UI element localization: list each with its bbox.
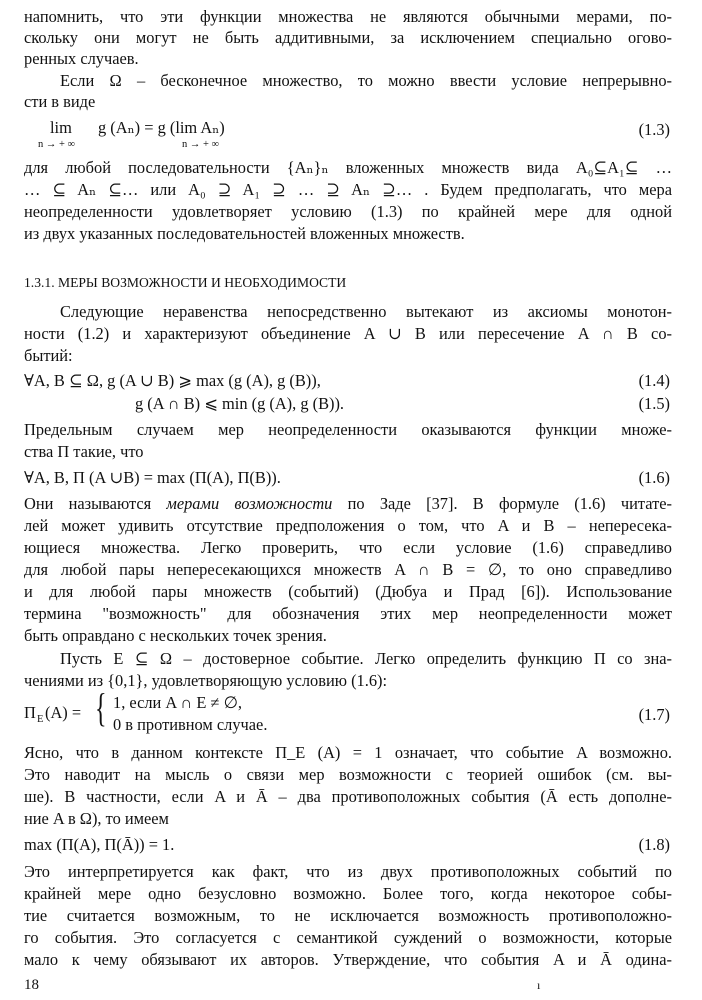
text-run: по Заде [37]. В формуле (1.6) читате- (332, 494, 672, 513)
stray-mark: ı (537, 978, 541, 992)
term-possibility-measures: мерами возможности (166, 494, 333, 513)
equation-number: (1.3) (638, 120, 670, 139)
text-line: ние A в Ω), то имеем (24, 809, 169, 828)
text-run: Они называются (24, 494, 167, 513)
text-line: … ⊆ Aₙ ⊆… или A₀ ⊇ A₁ ⊇ … ⊇ Aₙ ⊇… . Будем предполагать, что мера (24, 180, 672, 199)
text-line: Пусть E ⊆ Ω – достоверное событие. Легко определить функцию Π со зна- (60, 649, 672, 668)
text-line: Это наводит на мысль о связи мер возможности с теорией ошибок (см. вы- (24, 765, 672, 784)
eq-lhs-sub: E (37, 714, 44, 725)
equation-number: (1.4) (638, 371, 670, 390)
text-line: для любой пары непересекающихся множеств A ∩ B = ∅, то оно справедливо (24, 560, 672, 579)
text-line: ющиеся множества. Легко проверить, что если условие (1.6) справедливо (24, 538, 672, 557)
equation-number: (1.7) (638, 705, 670, 724)
text-line: мало к чему обязывают их авторов. Утверждение, что события A и Ā одина- (24, 950, 672, 969)
equation-1-4: ∀A, B ⊆ Ω, g (A ∪ B) ⩾ max (g (A), g (B)), (24, 371, 321, 390)
text-line: лей может удивить отсутствие предположения о том, что A и B – непересека- (24, 516, 672, 535)
text-line: крайней мере одно безусловно возможно. Более того, когда некоторое собы- (24, 884, 672, 903)
text-line: сти в виде (24, 92, 96, 111)
text-line: Если Ω – бесконечное множество, то можно ввести условие непрерывно- (60, 71, 672, 90)
text-line: скольку они могут не быть аддитивными, за исключением специально огово- (24, 28, 672, 47)
text-line: неопределенности удовлетворяет условию (1.3) по крайней мере для одной (24, 202, 672, 221)
text-line: ства Π такие, что (24, 442, 144, 461)
section-heading: 1.3.1. МЕРЫ ВОЗМОЖНОСТИ И НЕОБХОДИМОСТИ (24, 275, 347, 290)
left-brace-icon: { (95, 685, 107, 730)
page-number: 18 (24, 977, 39, 993)
eq-lhs: Π (24, 703, 36, 722)
text-line: ше). В частности, если A и Ā – два противоположных события (Ā есть дополне- (24, 787, 672, 806)
equation-1-8: max (Π(A), Π(Ā)) = 1. (24, 835, 175, 854)
text-line: Предельным случаем мер неопределенности оказываются функции множе- (24, 420, 672, 439)
equation-1-5: g (A ∩ B) ⩽ min (g (A), g (B)). (135, 394, 345, 413)
eq-lim-left-sub: n → + ∞ (38, 139, 76, 150)
text-line: для любой последовательности {Aₙ}ₙ вложенных множеств вида A₀⊆A₁⊆ … (24, 158, 672, 177)
eq-case-1: 1, если A ∩ E ≠ ∅, (113, 693, 242, 712)
text-line: ности (1.2) и характеризуют объединение A ∪ B или пересечение A ∩ B со- (24, 324, 672, 343)
text-line: из двух указанных последовательностей вложенных множеств. (24, 224, 465, 243)
eq-lim-right-sub: n → + ∞ (182, 139, 220, 150)
eq-lim-left: lim (50, 118, 72, 137)
text-line: Ясно, что в данном контексте Π_E (A) = 1 означает, что событие A возможно. (24, 743, 672, 762)
equation-number: (1.6) (638, 468, 670, 487)
equation-number: (1.5) (638, 394, 670, 413)
text-line: напомнить, что эти функции множества не являются обычными мерами, по- (24, 7, 672, 26)
text-line: тие считается возможным, то не исключается возможность противоположно- (24, 906, 672, 925)
equation-1-6: ∀A, B, Π (A ∪B) = max (Π(A), Π(B)). (24, 468, 281, 487)
text-line: ренных случаев. (24, 49, 139, 68)
text-line: бытий: (24, 346, 73, 365)
text-line: быть оправдано с нескольких точек зрения. (24, 626, 327, 645)
text-line: Это интерпретируется как факт, что из двух противоположных событий по (24, 862, 672, 881)
equation-number: (1.8) (638, 835, 670, 854)
text-line: Следующие неравенства непосредственно вытекают из аксиомы монотон- (60, 302, 672, 321)
eq-case-2: 0 в противном случае. (113, 715, 268, 734)
text-line: чениями из {0,1}, удовлетворяющую условию (1.6): (24, 671, 388, 690)
text-line: и для любой пары множеств (событий) (Дюбуа и Прад [6]). Использование (24, 582, 672, 601)
text-line (24, 493, 672, 514)
text-line: термина "возможность" для обозначения этих мер неопределенности может (24, 604, 672, 623)
text-line: го события. Это согласуется с семантикой суждений о возможности, которые (24, 928, 672, 947)
eq-body: g (Aₙ) = g (lim Aₙ) (98, 118, 225, 137)
eq-lhs-rest: (A) = (45, 703, 82, 722)
